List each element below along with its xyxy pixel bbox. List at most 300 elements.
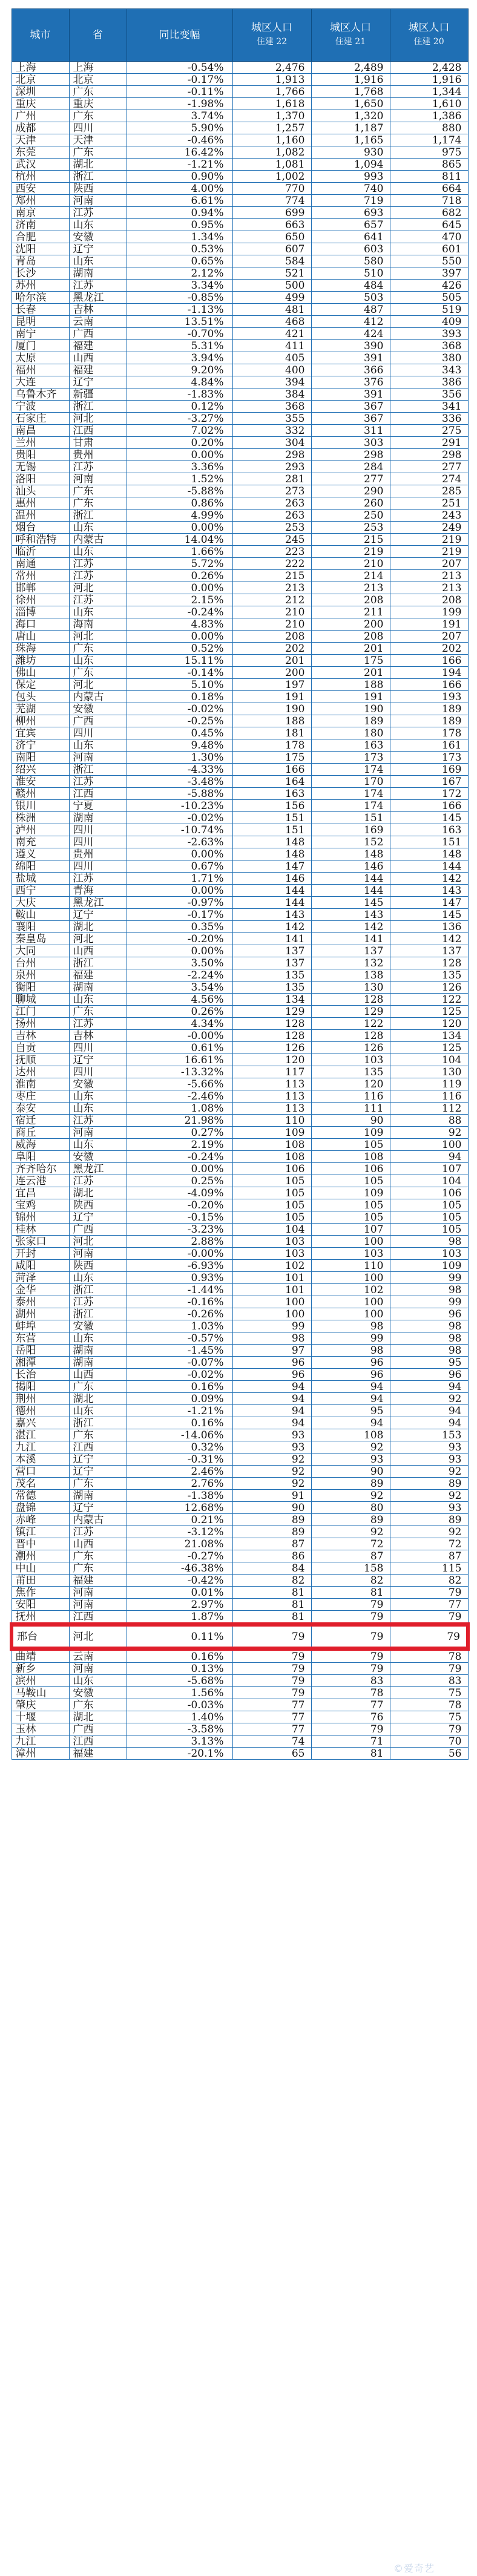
cell-city: 镇江 <box>12 1526 69 1538</box>
cell-province: 山东 <box>69 1332 127 1345</box>
cell-change: 2.19% <box>127 1139 232 1151</box>
cell-city: 淄博 <box>12 606 69 618</box>
cell-pop21: 82 <box>311 1575 390 1587</box>
cell-pop22: 97 <box>232 1345 311 1357</box>
cell-pop22: 481 <box>232 304 311 316</box>
cell-pop20: 72 <box>390 1538 468 1550</box>
cell-change: 21.08% <box>127 1538 232 1550</box>
cell-city: 商丘 <box>12 1127 69 1139</box>
cell-pop21: 116 <box>311 1090 390 1103</box>
cell-pop21: 120 <box>311 1078 390 1090</box>
cell-province: 河北 <box>69 1625 127 1649</box>
cell-province: 江苏 <box>69 776 127 788</box>
table-row <box>12 485 468 497</box>
table-row <box>12 388 468 401</box>
cell-change: 6.61% <box>127 195 232 207</box>
table-row <box>12 134 468 146</box>
table-row <box>12 1115 468 1127</box>
cell-pop20: 249 <box>390 522 468 534</box>
cell-city: 焦作 <box>12 1587 69 1599</box>
table-row <box>12 752 468 764</box>
table-row <box>12 1078 468 1090</box>
cell-pop22: 79 <box>232 1649 311 1663</box>
cell-pop21: 158 <box>311 1562 390 1575</box>
cell-province: 山西 <box>69 945 127 957</box>
cell-province: 河南 <box>69 1663 127 1675</box>
cell-pop21: 1,768 <box>311 86 390 98</box>
table-row <box>12 280 468 292</box>
cell-pop21: 93 <box>311 1454 390 1466</box>
cell-city: 银川 <box>12 800 69 812</box>
table-row <box>12 1723 468 1735</box>
cell-pop20: 126 <box>390 982 468 994</box>
cell-change: 0.00% <box>127 1163 232 1175</box>
table-row <box>12 231 468 243</box>
cell-city: 揭阳 <box>12 1381 69 1393</box>
cell-pop21: 603 <box>311 243 390 255</box>
table-row <box>12 497 468 510</box>
cell-pop22: 81 <box>232 1587 311 1599</box>
cell-pop22: 137 <box>232 945 311 957</box>
cell-pop21: 79 <box>311 1723 390 1735</box>
cell-pop20: 426 <box>390 280 468 292</box>
cell-pop22: 117 <box>232 1066 311 1078</box>
cell-pop20: 199 <box>390 606 468 618</box>
cell-pop22: 94 <box>232 1381 311 1393</box>
table-row <box>12 1284 468 1296</box>
table-row <box>12 715 468 727</box>
cell-city: 临沂 <box>12 546 69 558</box>
cell-change: 0.61% <box>127 1042 232 1054</box>
table-row <box>12 1272 468 1284</box>
cell-change: 2.76% <box>127 1478 232 1490</box>
table-row <box>12 1139 468 1151</box>
cell-pop21: 72 <box>311 1538 390 1550</box>
cell-province: 贵州 <box>69 449 127 461</box>
table-row <box>12 739 468 752</box>
cell-pop22: 113 <box>232 1103 311 1115</box>
cell-province: 山东 <box>69 994 127 1006</box>
cell-pop22: 181 <box>232 727 311 739</box>
table-row <box>12 110 468 122</box>
cell-pop21: 89 <box>311 1514 390 1526</box>
cell-pop21: 367 <box>311 413 390 425</box>
cell-pop20: 79 <box>390 1663 468 1675</box>
header-pop20-sub: 住建 20 <box>413 37 444 47</box>
cell-pop20: 601 <box>390 243 468 255</box>
cell-change: -0.24% <box>127 1151 232 1163</box>
table-row <box>12 1296 468 1308</box>
cell-pop20: 78 <box>390 1699 468 1711</box>
table-row <box>12 909 468 921</box>
cell-city: 蚌埠 <box>12 1320 69 1332</box>
cell-pop20: 645 <box>390 219 468 231</box>
table-row <box>12 1478 468 1490</box>
table-row <box>12 1663 468 1675</box>
cell-pop22: 134 <box>232 994 311 1006</box>
cell-pop22: 400 <box>232 364 311 376</box>
cell-change: 3.36% <box>127 461 232 473</box>
cell-pop20: 682 <box>390 207 468 219</box>
table-row <box>12 606 468 618</box>
cell-change: -5.68% <box>127 1675 232 1687</box>
cell-province: 山东 <box>69 1272 127 1284</box>
cell-pop22: 100 <box>232 1308 311 1320</box>
cell-pop22: 92 <box>232 1466 311 1478</box>
cell-pop21: 138 <box>311 969 390 982</box>
cell-change: -0.17% <box>127 74 232 86</box>
cell-pop20: 89 <box>390 1478 468 1490</box>
table-row <box>12 994 468 1006</box>
table-row <box>12 764 468 776</box>
cell-pop21: 87 <box>311 1550 390 1562</box>
cell-pop22: 699 <box>232 207 311 219</box>
cell-province: 福建 <box>69 969 127 982</box>
cell-change: 0.00% <box>127 945 232 957</box>
cell-pop21: 90 <box>311 1466 390 1478</box>
table-row <box>12 316 468 328</box>
cell-pop21: 144 <box>311 885 390 897</box>
cell-province: 新疆 <box>69 388 127 401</box>
cell-pop21: 94 <box>311 1417 390 1429</box>
cell-pop20: 99 <box>390 1296 468 1308</box>
cell-pop20: 151 <box>390 836 468 848</box>
cell-pop21: 290 <box>311 485 390 497</box>
cell-pop22: 89 <box>232 1526 311 1538</box>
cell-pop22: 110 <box>232 1115 311 1127</box>
table-row <box>12 159 468 171</box>
cell-pop20: 79 <box>390 1611 468 1625</box>
cell-city: 菏泽 <box>12 1272 69 1284</box>
cell-change: 0.16% <box>127 1417 232 1429</box>
cell-change: -0.02% <box>127 703 232 715</box>
cell-pop20: 106 <box>390 1187 468 1199</box>
cell-province: 山东 <box>69 522 127 534</box>
cell-change: 2.46% <box>127 1466 232 1478</box>
cell-pop22: 102 <box>232 1260 311 1272</box>
cell-change: 1.03% <box>127 1320 232 1332</box>
cell-pop21: 142 <box>311 921 390 933</box>
cell-province: 黑龙江 <box>69 897 127 909</box>
cell-city: 保定 <box>12 679 69 691</box>
cell-pop22: 103 <box>232 1248 311 1260</box>
cell-province: 湖北 <box>69 921 127 933</box>
cell-pop22: 94 <box>232 1405 311 1417</box>
cell-province: 云南 <box>69 1649 127 1663</box>
cell-province: 山东 <box>69 1675 127 1687</box>
cell-province: 福建 <box>69 1575 127 1587</box>
cell-pop20: 94 <box>390 1381 468 1393</box>
cell-city: 柳州 <box>12 715 69 727</box>
cell-change: -0.57% <box>127 1332 232 1345</box>
cell-change: 2.88% <box>127 1236 232 1248</box>
cell-city: 莆田 <box>12 1575 69 1587</box>
cell-pop22: 166 <box>232 764 311 776</box>
cell-city: 岳阳 <box>12 1345 69 1357</box>
cell-province: 河南 <box>69 1127 127 1139</box>
cell-province: 四川 <box>69 824 127 836</box>
cell-change: 0.86% <box>127 497 232 510</box>
cell-pop21: 1,916 <box>311 74 390 86</box>
cell-change: -1.44% <box>127 1284 232 1296</box>
cell-pop20: 79 <box>390 1625 468 1649</box>
table-row <box>12 1575 468 1587</box>
cell-pop22: 384 <box>232 388 311 401</box>
cell-province: 广西 <box>69 715 127 727</box>
cell-pop20: 2,428 <box>390 62 468 74</box>
cell-city: 宜宾 <box>12 727 69 739</box>
cell-pop20: 208 <box>390 594 468 606</box>
cell-pop22: 99 <box>232 1320 311 1332</box>
cell-pop22: 190 <box>232 703 311 715</box>
cell-city: 太原 <box>12 352 69 364</box>
cell-pop22: 108 <box>232 1139 311 1151</box>
table-row <box>12 1103 468 1115</box>
cell-pop22: 263 <box>232 510 311 522</box>
cell-pop22: 156 <box>232 800 311 812</box>
cell-city: 洛阳 <box>12 473 69 485</box>
table-row <box>12 546 468 558</box>
cell-city: 新乡 <box>12 1663 69 1675</box>
table-row <box>12 1381 468 1393</box>
cell-city: 赣州 <box>12 788 69 800</box>
cell-pop22: 188 <box>232 715 311 727</box>
cell-province: 江苏 <box>69 1296 127 1308</box>
cell-city: 遵义 <box>12 848 69 860</box>
cell-pop20: 1,916 <box>390 74 468 86</box>
cell-city: 德州 <box>12 1405 69 1417</box>
cell-pop21: 311 <box>311 425 390 437</box>
table-body <box>12 62 468 1760</box>
cell-city: 包头 <box>12 691 69 703</box>
cell-province: 内蒙古 <box>69 534 127 546</box>
cell-pop21: 284 <box>311 461 390 473</box>
cell-pop21: 100 <box>311 1296 390 1308</box>
cell-change: 0.11% <box>127 1625 232 1649</box>
cell-pop21: 214 <box>311 570 390 582</box>
cell-province: 江苏 <box>69 1526 127 1538</box>
cell-pop22: 148 <box>232 836 311 848</box>
cell-city: 济宁 <box>12 739 69 752</box>
cell-pop22: 113 <box>232 1078 311 1090</box>
cell-city: 南阳 <box>12 752 69 764</box>
cell-city: 大庆 <box>12 897 69 909</box>
cell-pop20: 143 <box>390 885 468 897</box>
cell-pop20: 104 <box>390 1054 468 1066</box>
cell-pop20: 336 <box>390 413 468 425</box>
cell-change: -0.17% <box>127 909 232 921</box>
cell-city: 宝鸡 <box>12 1199 69 1211</box>
cell-province: 湖南 <box>69 1345 127 1357</box>
cell-change: 12.68% <box>127 1502 232 1514</box>
cell-change: 0.16% <box>127 1649 232 1663</box>
cell-city: 郑州 <box>12 195 69 207</box>
cell-pop22: 77 <box>232 1699 311 1711</box>
cell-pop20: 116 <box>390 1090 468 1103</box>
cell-pop20: 96 <box>390 1369 468 1381</box>
cell-pop21: 180 <box>311 727 390 739</box>
table-row <box>12 1066 468 1078</box>
cell-province: 吉林 <box>69 304 127 316</box>
cell-pop21: 151 <box>311 812 390 824</box>
cell-pop20: 380 <box>390 352 468 364</box>
cell-pop21: 210 <box>311 558 390 570</box>
cell-pop20: 251 <box>390 497 468 510</box>
cell-pop20: 109 <box>390 1260 468 1272</box>
cell-pop20: 115 <box>390 1562 468 1575</box>
cell-city: 九江 <box>12 1441 69 1454</box>
cell-province: 辽宁 <box>69 1211 127 1224</box>
cell-city: 潍坊 <box>12 655 69 667</box>
cell-change: -0.03% <box>127 1699 232 1711</box>
cell-province: 河南 <box>69 1248 127 1260</box>
cell-pop22: 368 <box>232 401 311 413</box>
cell-pop20: 98 <box>390 1332 468 1345</box>
cell-change: -2.46% <box>127 1090 232 1103</box>
table-row <box>12 1454 468 1466</box>
cell-pop21: 81 <box>311 1748 390 1760</box>
cell-change: 4.56% <box>127 994 232 1006</box>
cell-city: 抚州 <box>12 1611 69 1625</box>
cell-city: 昆明 <box>12 316 69 328</box>
cell-province: 浙江 <box>69 510 127 522</box>
cell-pop20: 1,174 <box>390 134 468 146</box>
cell-pop21: 143 <box>311 909 390 921</box>
cell-province: 河南 <box>69 1587 127 1599</box>
cell-province: 山东 <box>69 546 127 558</box>
cell-province: 江苏 <box>69 1115 127 1127</box>
cell-province: 江西 <box>69 1441 127 1454</box>
cell-pop22: 607 <box>232 243 311 255</box>
cell-pop21: 657 <box>311 219 390 231</box>
cell-province: 上海 <box>69 62 127 74</box>
table-row <box>12 1562 468 1575</box>
table-row <box>12 594 468 606</box>
cell-pop20: 89 <box>390 1514 468 1526</box>
cell-pop21: 412 <box>311 316 390 328</box>
cell-province: 江苏 <box>69 207 127 219</box>
header-change: 同比变幅 <box>127 9 232 62</box>
cell-province: 浙江 <box>69 1284 127 1296</box>
cell-pop20: 145 <box>390 812 468 824</box>
cell-change: 14.04% <box>127 534 232 546</box>
cell-province: 山东 <box>69 739 127 752</box>
cell-pop21: 135 <box>311 1066 390 1078</box>
cell-pop20: 194 <box>390 667 468 679</box>
cell-city: 东营 <box>12 1332 69 1345</box>
cell-change: 0.32% <box>127 1441 232 1454</box>
cell-province: 广东 <box>69 1699 127 1711</box>
cell-pop21: 100 <box>311 1308 390 1320</box>
cell-pop22: 770 <box>232 183 311 195</box>
cell-change: 3.13% <box>127 1735 232 1748</box>
cell-province: 浙江 <box>69 1308 127 1320</box>
cell-pop20: 145 <box>390 909 468 921</box>
cell-change: -10.23% <box>127 800 232 812</box>
table-row <box>12 873 468 885</box>
table-row <box>12 522 468 534</box>
cell-pop22: 212 <box>232 594 311 606</box>
cell-pop20: 166 <box>390 679 468 691</box>
cell-pop22: 92 <box>232 1454 311 1466</box>
cell-pop20: 128 <box>390 957 468 969</box>
cell-city: 金华 <box>12 1284 69 1296</box>
cell-province: 河北 <box>69 1236 127 1248</box>
cell-pop21: 424 <box>311 328 390 340</box>
table-row <box>12 1090 468 1103</box>
table-row <box>12 1687 468 1699</box>
cell-pop22: 96 <box>232 1369 311 1381</box>
table-row <box>12 1357 468 1369</box>
table-row <box>12 643 468 655</box>
cell-city: 安阳 <box>12 1599 69 1611</box>
cell-pop22: 253 <box>232 522 311 534</box>
cell-pop20: 98 <box>390 1345 468 1357</box>
cell-city: 玉林 <box>12 1723 69 1735</box>
cell-province: 江苏 <box>69 570 127 582</box>
cell-province: 湖南 <box>69 1490 127 1502</box>
cell-pop22: 500 <box>232 280 311 292</box>
cell-city: 肇庆 <box>12 1699 69 1711</box>
cell-city: 佛山 <box>12 667 69 679</box>
cell-change: -3.58% <box>127 1723 232 1735</box>
cell-pop21: 390 <box>311 340 390 352</box>
table-row <box>12 1735 468 1748</box>
cell-pop22: 106 <box>232 1163 311 1175</box>
cell-province: 广西 <box>69 1723 127 1735</box>
cell-province: 山东 <box>69 219 127 231</box>
cell-change: -46.38% <box>127 1562 232 1575</box>
cell-city: 上海 <box>12 62 69 74</box>
table-row <box>12 243 468 255</box>
cell-pop21: 163 <box>311 739 390 752</box>
table-row <box>12 897 468 909</box>
cell-city: 泸州 <box>12 824 69 836</box>
cell-pop22: 304 <box>232 437 311 449</box>
cell-change: 3.94% <box>127 352 232 364</box>
cell-pop22: 1,081 <box>232 159 311 171</box>
cell-pop22: 79 <box>232 1663 311 1675</box>
cell-change: 1.52% <box>127 473 232 485</box>
cell-pop22: 89 <box>232 1514 311 1526</box>
cell-change: -0.20% <box>127 933 232 945</box>
cell-pop20: 291 <box>390 437 468 449</box>
cell-change: 2.97% <box>127 1599 232 1611</box>
cell-pop21: 484 <box>311 280 390 292</box>
cell-province: 湖南 <box>69 267 127 280</box>
table-row <box>12 1393 468 1405</box>
cell-province: 广西 <box>69 1224 127 1236</box>
cell-pop20: 83 <box>390 1675 468 1687</box>
cell-province: 福建 <box>69 1748 127 1760</box>
cell-pop20: 519 <box>390 304 468 316</box>
cell-pop20: 79 <box>390 1587 468 1599</box>
cell-pop20: 134 <box>390 1030 468 1042</box>
cell-change: -0.97% <box>127 897 232 909</box>
table-row <box>12 1502 468 1514</box>
cell-province: 河南 <box>69 1599 127 1611</box>
table-row <box>12 836 468 848</box>
cell-province: 内蒙古 <box>69 691 127 703</box>
table-row <box>12 1163 468 1175</box>
header-row <box>12 9 468 62</box>
cell-pop21: 108 <box>311 1151 390 1163</box>
cell-city: 晋中 <box>12 1538 69 1550</box>
cell-province: 北京 <box>69 74 127 86</box>
cell-city: 南充 <box>12 836 69 848</box>
cell-pop22: 105 <box>232 1211 311 1224</box>
table-row <box>12 655 468 667</box>
